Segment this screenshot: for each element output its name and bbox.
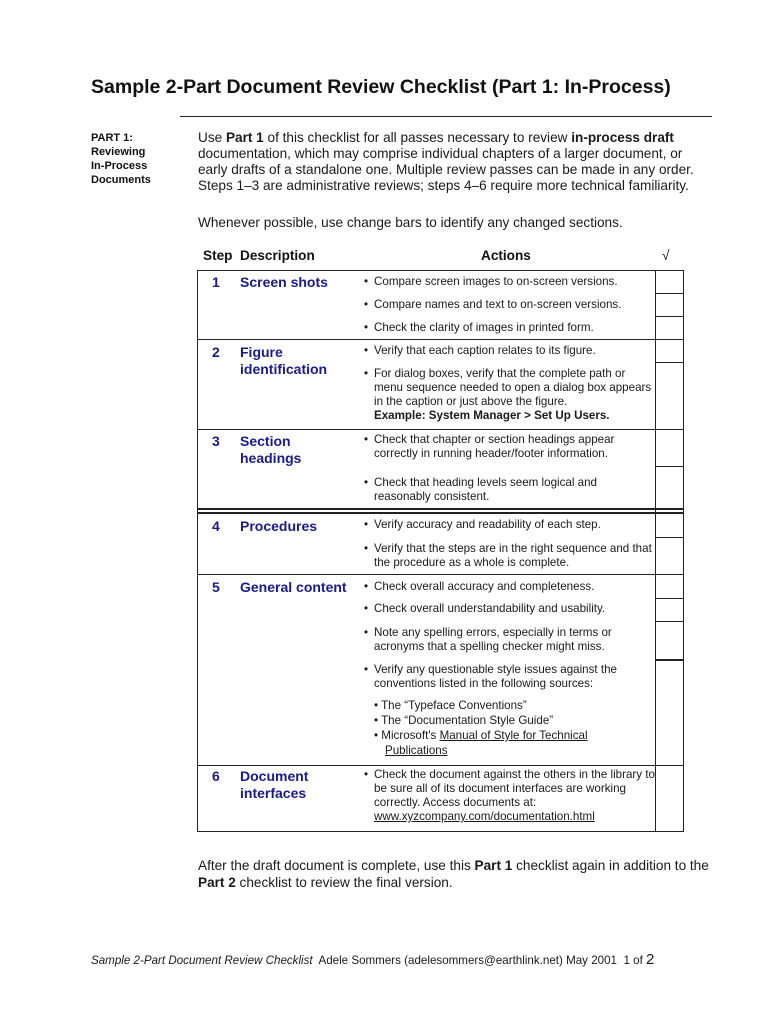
row-divider [197, 765, 683, 766]
page-title: Sample 2-Part Document Review Checklist (Part 1: In-Process) [91, 76, 671, 98]
action-item [364, 298, 656, 312]
row-divider [197, 429, 683, 430]
bullet: • [374, 729, 379, 742]
action-item [364, 344, 656, 358]
documentation-link[interactable]: www.xyzcompany.com/documentation.html [374, 810, 595, 823]
bullet: • [364, 367, 369, 380]
source-text: The “Documentation Style Guide” [381, 714, 554, 727]
side-heading-line: In-Process [91, 160, 148, 172]
bullet: • [374, 699, 379, 712]
step-number: 3 [212, 433, 220, 449]
source-item [374, 728, 645, 758]
action-item [364, 518, 656, 532]
action-item [364, 602, 656, 616]
manual-of-style-link[interactable]: Manual of Style for Technical Publications [385, 729, 588, 757]
bullet: • [364, 321, 369, 334]
action-text: Compare screen images to on-screen versions. [374, 275, 618, 288]
bullet: • [364, 602, 369, 615]
step-number: 5 [212, 579, 220, 595]
step-description: Figure identification [240, 344, 328, 377]
checkbox-divider [655, 537, 683, 538]
text: Part 1 [474, 858, 513, 873]
checkbox-divider [655, 293, 683, 294]
action-text: Note any spelling errors, especially in terms or acronyms that a spelling checker might miss. [374, 626, 612, 653]
bullet: • [364, 518, 369, 531]
text: documentation, which may comprise individual chapters of a larger document, or early drafts of a standalone one. Multiple review passes can be made in any order. Steps 1–3 are administrative reviews; steps 4–6 require more technical familiarity. [198, 146, 694, 193]
action-text: Check overall accuracy and completeness. [374, 580, 595, 593]
row-divider [197, 512, 683, 514]
checkbox-divider [655, 659, 683, 661]
side-heading-line: Reviewing [91, 146, 146, 158]
bullet: • [364, 580, 369, 593]
header-actions: Actions [481, 248, 531, 263]
action-text: Compare names and text to on-screen versions. [374, 298, 622, 311]
checkbox-divider [655, 362, 683, 363]
footer-author: Adele Sommers (adelesommers@earthlink.net) May 2001 [318, 954, 617, 967]
side-heading-line: PART 1: [91, 132, 133, 144]
step-number: 1 [212, 274, 220, 290]
row-divider [197, 508, 683, 510]
page-footer [91, 951, 654, 968]
change-bars-note: Whenever possible, use change bars to identify any changed sections. [198, 215, 623, 230]
action-text: For dialog boxes, verify that the complete path or menu sequence needed to open a dialog box appears in the caption or just above the figure. [374, 367, 652, 408]
step-description: Screen shots [240, 274, 328, 290]
source-item [374, 713, 654, 728]
bullet: • [364, 663, 369, 676]
step-description: Document interfaces [240, 768, 309, 801]
source-text: The “Typeface Conventions” [381, 699, 527, 712]
text: Part 1 [225, 130, 264, 145]
bullet: • [364, 768, 369, 781]
bullet: • [364, 476, 369, 489]
action-item [364, 476, 656, 504]
page-number: 1 [623, 954, 630, 967]
example-text: Example: System Manager > Set Up Users. [374, 409, 610, 422]
action-item [364, 321, 656, 335]
bullet: • [374, 714, 379, 727]
footer-title: Sample 2-Part Document Review Checklist [91, 954, 313, 967]
action-item [364, 367, 656, 423]
action-item [364, 768, 658, 824]
bullet: • [364, 542, 369, 555]
source-text: Microsoft's [381, 729, 440, 742]
action-text: Check that chapter or section headings appear correctly in running header/footer information. [374, 433, 615, 460]
side-heading [91, 131, 151, 187]
text: Part 2 [198, 875, 236, 890]
action-text: Check that heading levels seem logical and reasonably consistent. [374, 476, 597, 503]
text: of [633, 954, 643, 967]
bullet: • [364, 433, 369, 446]
action-item [364, 433, 656, 461]
step-description: General content [240, 579, 347, 595]
header-description: Description [240, 248, 315, 263]
action-item [364, 626, 656, 654]
action-item [364, 542, 660, 570]
bullet: • [364, 344, 369, 357]
checkbox-divider [655, 621, 683, 622]
action-text: Check the clarity of images in printed form. [374, 321, 594, 334]
action-text: Verify that each caption relates to its figure. [374, 344, 596, 357]
text: checklist again in addition to the [512, 858, 709, 873]
action-text: Check the document against the others in the library to be sure all of its document interfaces are working correctly. Access documents at: [374, 768, 655, 809]
intro-paragraph [198, 130, 708, 194]
text: of this checklist for all passes necessary to review [263, 130, 572, 145]
action-text: Verify that the steps are in the right sequence and that the procedure as a whole is complete. [374, 542, 652, 569]
action-text: Verify accuracy and readability of each step. [374, 518, 601, 531]
action-item [364, 663, 656, 691]
side-heading-line: Documents [91, 174, 151, 186]
closing-paragraph [198, 857, 718, 891]
bullet: • [364, 298, 369, 311]
bullet: • [364, 626, 369, 639]
checkbox-divider [655, 466, 683, 467]
action-text: Check overall understandability and usability. [374, 602, 606, 615]
action-item [364, 275, 656, 289]
row-divider [197, 574, 683, 575]
step-description: Section headings [240, 433, 302, 466]
text: in-process draft [571, 130, 674, 145]
checkbox-divider [655, 316, 683, 317]
action-item [364, 580, 656, 594]
text: After the draft document is complete, use this [198, 858, 475, 873]
bullet: • [364, 275, 369, 288]
action-text: Verify any questionable style issues against the conventions listed in the following sources: [374, 663, 617, 690]
divider [180, 116, 712, 117]
step-number: 2 [212, 344, 220, 360]
text: checklist to review the final version. [235, 875, 453, 890]
text: Use [198, 130, 226, 145]
step-description: Procedures [240, 518, 318, 534]
header-step: Step [203, 248, 233, 263]
row-divider [197, 339, 683, 340]
step-number: 4 [212, 518, 220, 534]
page-total: 2 [646, 951, 655, 968]
step-number: 6 [212, 768, 220, 784]
source-item [374, 698, 654, 713]
header-check: √ [662, 248, 670, 263]
checkbox-divider [655, 598, 683, 599]
